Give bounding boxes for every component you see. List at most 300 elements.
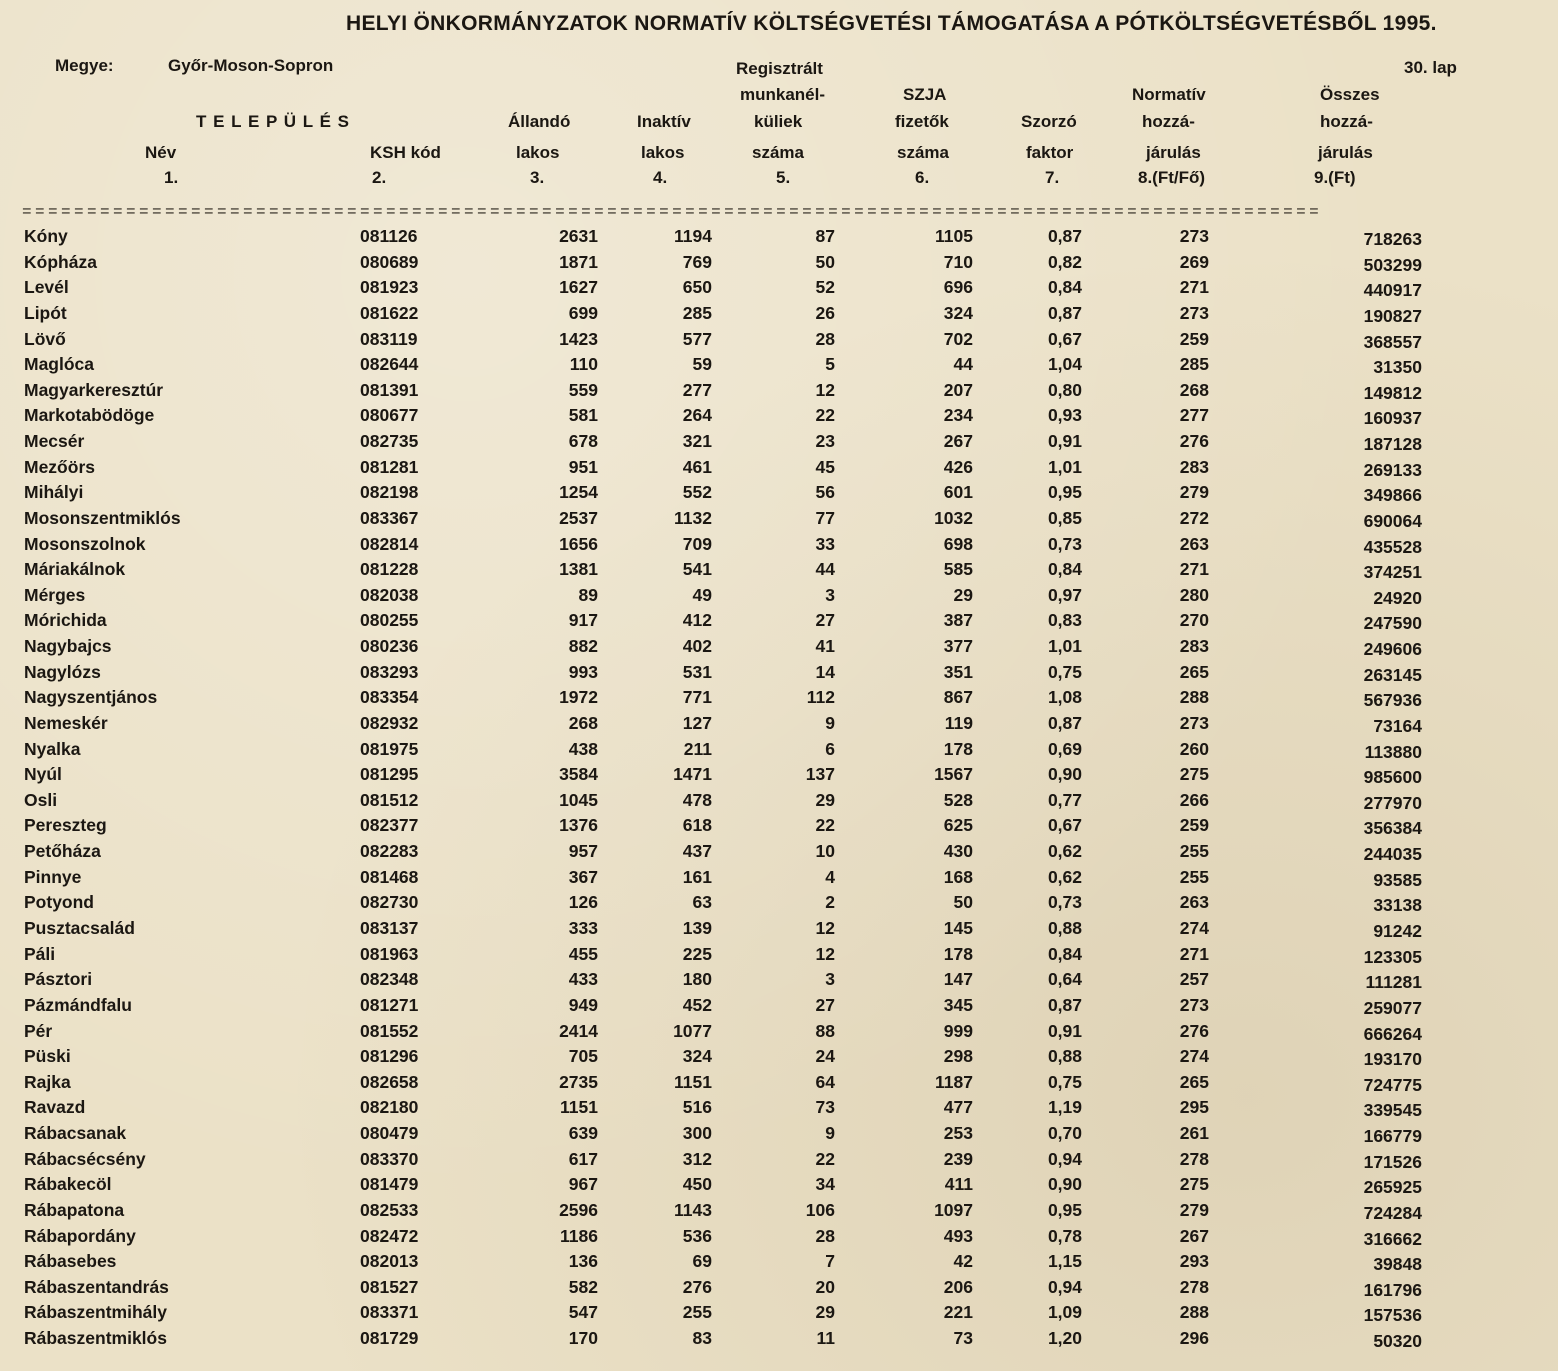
cell-residents: 89 [578, 584, 598, 605]
cell-name: Mosonszentmiklós [24, 507, 181, 528]
table-row [0, 329, 1558, 355]
cell-multiplier: 0,95 [1047, 482, 1082, 503]
cell-residents: 957 [568, 841, 598, 862]
cell-szja-payers: 377 [943, 636, 973, 657]
header-c3-l1: Állandó [508, 112, 571, 131]
cell-multiplier: 1,01 [1047, 456, 1082, 477]
cell-unemployed: 23 [815, 431, 835, 452]
cell-multiplier: 1,19 [1047, 1097, 1082, 1118]
cell-unemployed: 29 [815, 1302, 835, 1323]
cell-szja-payers: 206 [943, 1276, 973, 1297]
cell-inactive: 276 [682, 1276, 712, 1297]
table-row [0, 1251, 1558, 1277]
page-number: 30. lap [1404, 58, 1457, 77]
cell-name: Kópháza [24, 251, 97, 272]
cell-szja-payers: 267 [943, 431, 973, 452]
cell-residents: 699 [568, 302, 598, 323]
cell-total-contribution: 193170 [1363, 1049, 1422, 1070]
cell-total-contribution: 690064 [1363, 510, 1422, 531]
table-row [0, 636, 1558, 662]
cell-ksh-code: 081296 [360, 1046, 419, 1067]
cell-name: Ravazd [24, 1097, 86, 1118]
cell-total-contribution: 277970 [1363, 792, 1422, 813]
cell-multiplier: 0,88 [1047, 1046, 1082, 1067]
cell-szja-payers: 145 [943, 918, 973, 938]
cell-inactive: 49 [692, 584, 712, 605]
cell-multiplier: 0,73 [1047, 533, 1082, 554]
cell-normative-per-capita: 267 [1179, 1225, 1209, 1246]
cell-name: Pér [24, 1020, 53, 1041]
cell-ksh-code: 083370 [360, 1148, 419, 1169]
cell-name: Osli [24, 789, 58, 810]
cell-multiplier: 0,82 [1047, 251, 1082, 272]
county-label: Megye: [55, 56, 114, 75]
cell-ksh-code: 082472 [360, 1225, 419, 1246]
cell-ksh-code: 082283 [360, 841, 419, 862]
cell-multiplier: 0,87 [1047, 712, 1082, 733]
cell-normative-per-capita: 277 [1179, 405, 1209, 426]
header-name-num: 1. [164, 168, 179, 187]
cell-unemployed: 33 [815, 533, 835, 554]
cell-multiplier: 0,94 [1047, 1276, 1082, 1297]
table-row [0, 739, 1558, 765]
cell-unemployed: 28 [815, 328, 835, 349]
cell-unemployed: 2 [825, 892, 835, 913]
table-row [0, 815, 1558, 841]
cell-inactive: 211 [683, 738, 712, 759]
cell-residents: 1254 [559, 482, 598, 503]
cell-multiplier: 0,84 [1047, 559, 1082, 580]
cell-total-contribution: 244035 [1363, 844, 1422, 865]
cell-unemployed: 41 [815, 636, 835, 657]
cell-name: Páli [24, 943, 56, 964]
cell-residents: 433 [568, 969, 598, 990]
cell-multiplier: 0,94 [1047, 1148, 1082, 1169]
cell-total-contribution: 985600 [1363, 767, 1422, 788]
cell-unemployed: 12 [815, 943, 835, 964]
cell-name: Maglóca [24, 354, 95, 375]
cell-ksh-code: 081512 [360, 789, 419, 810]
cell-total-contribution: 247590 [1363, 613, 1422, 634]
cell-multiplier: 0,95 [1047, 1199, 1082, 1220]
cell-unemployed: 14 [815, 661, 835, 682]
cell-normative-per-capita: 275 [1179, 1174, 1209, 1195]
cell-unemployed: 22 [815, 815, 835, 836]
cell-total-contribution: 113880 [1364, 741, 1422, 762]
cell-inactive: 1077 [673, 1020, 712, 1041]
cell-residents: 1381 [559, 559, 598, 580]
cell-total-contribution: 374251 [1363, 562, 1422, 583]
cell-inactive: 83 [692, 1328, 712, 1349]
cell-residents: 949 [568, 994, 598, 1015]
cell-szja-payers: 1187 [935, 1071, 973, 1092]
header-c3-l3: 3. [530, 168, 545, 187]
cell-inactive: 264 [682, 405, 712, 426]
cell-residents: 136 [568, 1251, 598, 1272]
cell-normative-per-capita: 263 [1179, 533, 1209, 554]
cell-ksh-code: 082377 [360, 815, 419, 836]
cell-multiplier: 1,08 [1047, 687, 1082, 708]
cell-unemployed: 112 [806, 687, 835, 708]
cell-multiplier: 0,62 [1047, 841, 1082, 862]
cell-name: Levél [24, 277, 69, 298]
header-c5-l2: munkanél- [740, 85, 826, 104]
cell-name: Rábapatona [24, 1199, 125, 1220]
cell-normative-per-capita: 279 [1179, 482, 1209, 503]
cell-multiplier: 0,73 [1047, 892, 1082, 913]
cell-unemployed: 50 [815, 251, 835, 272]
cell-multiplier: 0,87 [1047, 994, 1082, 1015]
cell-multiplier: 1,09 [1047, 1302, 1082, 1323]
cell-unemployed: 6 [825, 738, 835, 759]
cell-inactive: 402 [682, 636, 712, 657]
cell-name: Lövő [24, 328, 66, 349]
cell-total-contribution: 111281 [1365, 972, 1422, 993]
cell-normative-per-capita: 283 [1179, 636, 1209, 657]
cell-residents: 438 [568, 738, 598, 759]
header-c9-l3: járulás [1318, 143, 1373, 162]
cell-normative-per-capita: 268 [1179, 379, 1209, 400]
cell-normative-per-capita: 273 [1179, 226, 1209, 246]
cell-inactive: 437 [682, 841, 712, 862]
cell-total-contribution: 567936 [1363, 690, 1422, 711]
cell-inactive: 618 [682, 815, 712, 836]
cell-name: Nemeskér [24, 712, 108, 733]
cell-unemployed: 52 [815, 277, 835, 298]
cell-name: Kóny [24, 226, 68, 246]
cell-ksh-code: 081552 [360, 1020, 419, 1041]
cell-residents: 2414 [559, 1020, 598, 1041]
header-c6-l4: 6. [915, 168, 930, 187]
table-row [0, 534, 1558, 560]
cell-residents: 617 [568, 1148, 598, 1169]
cell-normative-per-capita: 288 [1179, 687, 1209, 708]
cell-multiplier: 0,67 [1047, 815, 1082, 836]
cell-unemployed: 9 [825, 712, 835, 733]
header-ksh-num: 2. [372, 168, 387, 187]
cell-inactive: 321 [682, 431, 712, 452]
cell-unemployed: 12 [815, 379, 835, 400]
cell-unemployed: 24 [815, 1046, 835, 1067]
table-row [0, 405, 1558, 431]
cell-residents: 1045 [559, 789, 598, 810]
cell-ksh-code: 081468 [360, 866, 419, 887]
cell-ksh-code: 083119 [360, 328, 418, 349]
cell-total-contribution: 269133 [1363, 459, 1422, 480]
page-title: HELYI ÖNKORMÁNYZATOK NORMATÍV KÖLTSÉGVETÉSI TÁMOGATÁSA A PÓTKÖLTSÉGVETÉSBŐL 1995. [346, 12, 1437, 35]
cell-name: Mórichida [24, 610, 107, 631]
cell-unemployed: 87 [815, 226, 835, 246]
cell-residents: 333 [568, 918, 598, 938]
cell-unemployed: 26 [815, 302, 835, 323]
cell-normative-per-capita: 259 [1179, 815, 1209, 836]
cell-residents: 547 [568, 1302, 598, 1323]
cell-unemployed: 3 [825, 969, 835, 990]
cell-unemployed: 22 [815, 1148, 835, 1169]
cell-name: Rábacsécsény [24, 1148, 146, 1169]
cell-total-contribution: 440917 [1363, 280, 1422, 301]
cell-name: Mihályi [24, 482, 84, 503]
cell-szja-payers: 239 [943, 1148, 973, 1169]
cell-residents: 170 [568, 1328, 598, 1349]
cell-inactive: 531 [682, 661, 712, 682]
cell-multiplier: 1,01 [1047, 636, 1082, 657]
cell-normative-per-capita: 260 [1179, 738, 1209, 759]
cell-name: Mezőörs [24, 456, 95, 477]
cell-unemployed: 10 [815, 841, 835, 862]
cell-residents: 1151 [560, 1097, 598, 1118]
cell-unemployed: 77 [815, 507, 835, 528]
header-c5-l5: 5. [776, 168, 791, 187]
cell-szja-payers: 867 [943, 687, 973, 708]
cell-unemployed: 137 [805, 764, 835, 785]
cell-inactive: 412 [682, 610, 712, 631]
table-row [0, 892, 1558, 918]
cell-total-contribution: 157536 [1363, 1305, 1422, 1326]
cell-szja-payers: 221 [943, 1302, 973, 1323]
cell-inactive: 1471 [673, 764, 712, 785]
cell-normative-per-capita: 265 [1179, 661, 1209, 682]
cell-name: Mecsér [24, 431, 85, 452]
cell-total-contribution: 91242 [1373, 921, 1422, 941]
cell-inactive: 552 [682, 482, 712, 503]
cell-ksh-code: 083371 [360, 1302, 419, 1323]
cell-normative-per-capita: 295 [1179, 1097, 1209, 1118]
cell-ksh-code: 083137 [360, 918, 419, 938]
cell-normative-per-capita: 274 [1179, 918, 1209, 938]
cell-unemployed: 73 [815, 1097, 835, 1118]
cell-szja-payers: 234 [943, 405, 973, 426]
cell-total-contribution: 263145 [1363, 664, 1422, 685]
cell-ksh-code: 082038 [360, 584, 419, 605]
cell-total-contribution: 356384 [1363, 818, 1422, 839]
table-row [0, 944, 1558, 970]
cell-szja-payers: 44 [953, 354, 973, 375]
header-c7-l2: faktor [1026, 143, 1074, 162]
cell-szja-payers: 477 [943, 1097, 973, 1118]
cell-unemployed: 9 [825, 1123, 835, 1144]
cell-inactive: 577 [682, 328, 712, 349]
header-c4-l3: 4. [653, 168, 668, 187]
cell-name: Mosonszolnok [24, 533, 146, 554]
cell-name: Rábapordány [24, 1225, 136, 1246]
table-row [0, 995, 1558, 1021]
cell-inactive: 312 [682, 1148, 712, 1169]
cell-normative-per-capita: 276 [1179, 1020, 1209, 1041]
cell-inactive: 1143 [674, 1199, 712, 1220]
cell-szja-payers: 698 [943, 533, 973, 554]
cell-residents: 110 [569, 354, 598, 375]
cell-unemployed: 4 [825, 866, 835, 887]
cell-szja-payers: 493 [943, 1225, 973, 1246]
cell-multiplier: 0,87 [1047, 302, 1082, 323]
cell-ksh-code: 082533 [360, 1199, 419, 1220]
cell-residents: 1972 [559, 687, 598, 708]
cell-ksh-code: 082013 [360, 1251, 419, 1272]
table-row [0, 918, 1558, 944]
cell-residents: 2735 [559, 1071, 598, 1092]
cell-residents: 951 [568, 456, 598, 477]
cell-inactive: 709 [682, 533, 712, 554]
cell-normative-per-capita: 293 [1179, 1251, 1209, 1272]
cell-total-contribution: 73164 [1373, 715, 1422, 736]
cell-name: Máriakálnok [24, 559, 126, 580]
cell-multiplier: 0,64 [1047, 969, 1082, 990]
cell-ksh-code: 082932 [360, 712, 419, 733]
cell-szja-payers: 1105 [935, 226, 973, 246]
cell-total-contribution: 123305 [1363, 946, 1422, 967]
cell-normative-per-capita: 275 [1179, 764, 1209, 785]
header-telepules: T E L E P Ü L É S [196, 112, 350, 131]
cell-ksh-code: 080236 [360, 636, 419, 657]
header-c7-l1: Szorzó [1021, 112, 1077, 131]
cell-total-contribution: 149812 [1363, 382, 1422, 403]
cell-normative-per-capita: 259 [1179, 328, 1209, 349]
cell-ksh-code: 083293 [360, 661, 419, 682]
table-row [0, 1072, 1558, 1098]
cell-multiplier: 1,04 [1047, 354, 1082, 375]
cell-szja-payers: 696 [943, 277, 973, 298]
cell-name: Nyalka [24, 738, 81, 759]
cell-total-contribution: 33138 [1373, 895, 1422, 916]
table-row [0, 610, 1558, 636]
cell-szja-payers: 625 [943, 815, 973, 836]
cell-residents: 1871 [559, 251, 598, 272]
cell-name: Rábasebes [24, 1251, 117, 1272]
table-row [0, 1046, 1558, 1072]
table-row [0, 226, 1558, 252]
cell-residents: 126 [568, 892, 598, 913]
cell-normative-per-capita: 255 [1179, 841, 1209, 862]
cell-inactive: 69 [692, 1251, 712, 1272]
cell-szja-payers: 178 [943, 738, 973, 759]
cell-normative-per-capita: 285 [1179, 354, 1209, 375]
table-row [0, 841, 1558, 867]
cell-total-contribution: 259077 [1363, 997, 1422, 1018]
cell-total-contribution: 435528 [1363, 536, 1422, 557]
cell-unemployed: 7 [825, 1251, 835, 1272]
cell-inactive: 324 [682, 1046, 712, 1067]
cell-total-contribution: 187128 [1363, 434, 1422, 455]
cell-szja-payers: 528 [943, 789, 973, 810]
cell-normative-per-capita: 269 [1179, 251, 1209, 272]
cell-szja-payers: 42 [953, 1251, 973, 1272]
cell-unemployed: 106 [805, 1199, 835, 1220]
cell-residents: 678 [568, 431, 598, 452]
cell-total-contribution: 368557 [1363, 331, 1422, 352]
cell-ksh-code: 081622 [360, 302, 419, 323]
table-row [0, 790, 1558, 816]
cell-inactive: 277 [682, 379, 712, 400]
cell-ksh-code: 081527 [360, 1276, 419, 1297]
cell-inactive: 771 [682, 687, 712, 708]
cell-unemployed: 3 [825, 584, 835, 605]
cell-unemployed: 56 [815, 482, 835, 503]
cell-total-contribution: 718263 [1363, 229, 1422, 249]
cell-szja-payers: 147 [943, 969, 973, 990]
cell-name: Potyond [24, 892, 94, 913]
cell-name: Rábacsanak [24, 1123, 127, 1144]
cell-ksh-code: 081923 [360, 277, 419, 298]
cell-residents: 2596 [559, 1199, 598, 1220]
cell-multiplier: 0,69 [1047, 738, 1082, 759]
cell-unemployed: 29 [815, 789, 835, 810]
cell-name: Lipót [24, 302, 67, 323]
cell-multiplier: 0,70 [1047, 1123, 1082, 1144]
cell-szja-payers: 253 [943, 1123, 973, 1144]
cell-szja-payers: 585 [943, 559, 973, 580]
cell-normative-per-capita: 274 [1179, 1046, 1209, 1067]
cell-residents: 3584 [559, 764, 598, 785]
cell-multiplier: 0,91 [1047, 1020, 1082, 1041]
cell-normative-per-capita: 278 [1179, 1148, 1209, 1169]
cell-ksh-code: 082814 [360, 533, 419, 554]
cell-total-contribution: 339545 [1363, 1100, 1422, 1121]
cell-ksh-code: 081126 [360, 226, 418, 246]
cell-inactive: 59 [692, 354, 712, 375]
cell-multiplier: 1,15 [1047, 1251, 1082, 1272]
cell-inactive: 478 [682, 789, 712, 810]
cell-unemployed: 5 [825, 354, 835, 375]
header-c3-l2: lakos [516, 143, 560, 162]
cell-normative-per-capita: 266 [1179, 789, 1209, 810]
cell-normative-per-capita: 271 [1179, 277, 1209, 298]
cell-residents: 639 [568, 1123, 598, 1144]
cell-ksh-code: 081729 [360, 1328, 419, 1349]
cell-unemployed: 45 [815, 456, 835, 477]
cell-residents: 455 [568, 943, 598, 964]
cell-ksh-code: 082730 [360, 892, 419, 913]
cell-total-contribution: 265925 [1363, 1177, 1422, 1198]
cell-total-contribution: 166779 [1363, 1126, 1422, 1147]
cell-normative-per-capita: 273 [1179, 994, 1209, 1015]
cell-name: Magyarkeresztúr [24, 379, 164, 400]
cell-multiplier: 0,88 [1047, 918, 1082, 938]
table-row [0, 559, 1558, 585]
cell-normative-per-capita: 272 [1179, 507, 1209, 528]
cell-ksh-code: 083367 [360, 507, 419, 528]
cell-unemployed: 88 [815, 1020, 835, 1041]
cell-inactive: 452 [682, 994, 712, 1015]
cell-ksh-code: 080677 [360, 405, 419, 426]
cell-unemployed: 22 [815, 405, 835, 426]
cell-residents: 1186 [560, 1225, 598, 1246]
cell-ksh-code: 080255 [360, 610, 419, 631]
cell-inactive: 461 [682, 456, 712, 477]
cell-ksh-code: 081295 [360, 764, 419, 785]
cell-unemployed: 27 [815, 610, 835, 631]
cell-multiplier: 0,97 [1047, 584, 1082, 605]
cell-residents: 2537 [559, 507, 598, 528]
cell-szja-payers: 999 [943, 1020, 973, 1041]
cell-total-contribution: 50320 [1373, 1331, 1422, 1352]
cell-multiplier: 0,87 [1047, 226, 1082, 246]
cell-normative-per-capita: 271 [1179, 943, 1209, 964]
cell-name: Pereszteg [24, 815, 107, 836]
cell-total-contribution: 161796 [1363, 1279, 1422, 1300]
cell-total-contribution: 31350 [1373, 357, 1422, 378]
cell-multiplier: 0,91 [1047, 431, 1082, 452]
cell-ksh-code: 081479 [360, 1174, 419, 1195]
cell-normative-per-capita: 257 [1179, 969, 1209, 990]
cell-name: Pázmándfalu [24, 994, 132, 1015]
cell-multiplier: 0,75 [1047, 1071, 1082, 1092]
cell-multiplier: 0,85 [1047, 507, 1082, 528]
cell-multiplier: 0,93 [1047, 405, 1082, 426]
table-row [0, 354, 1558, 380]
cell-szja-payers: 411 [944, 1174, 973, 1195]
cell-normative-per-capita: 296 [1179, 1328, 1209, 1349]
